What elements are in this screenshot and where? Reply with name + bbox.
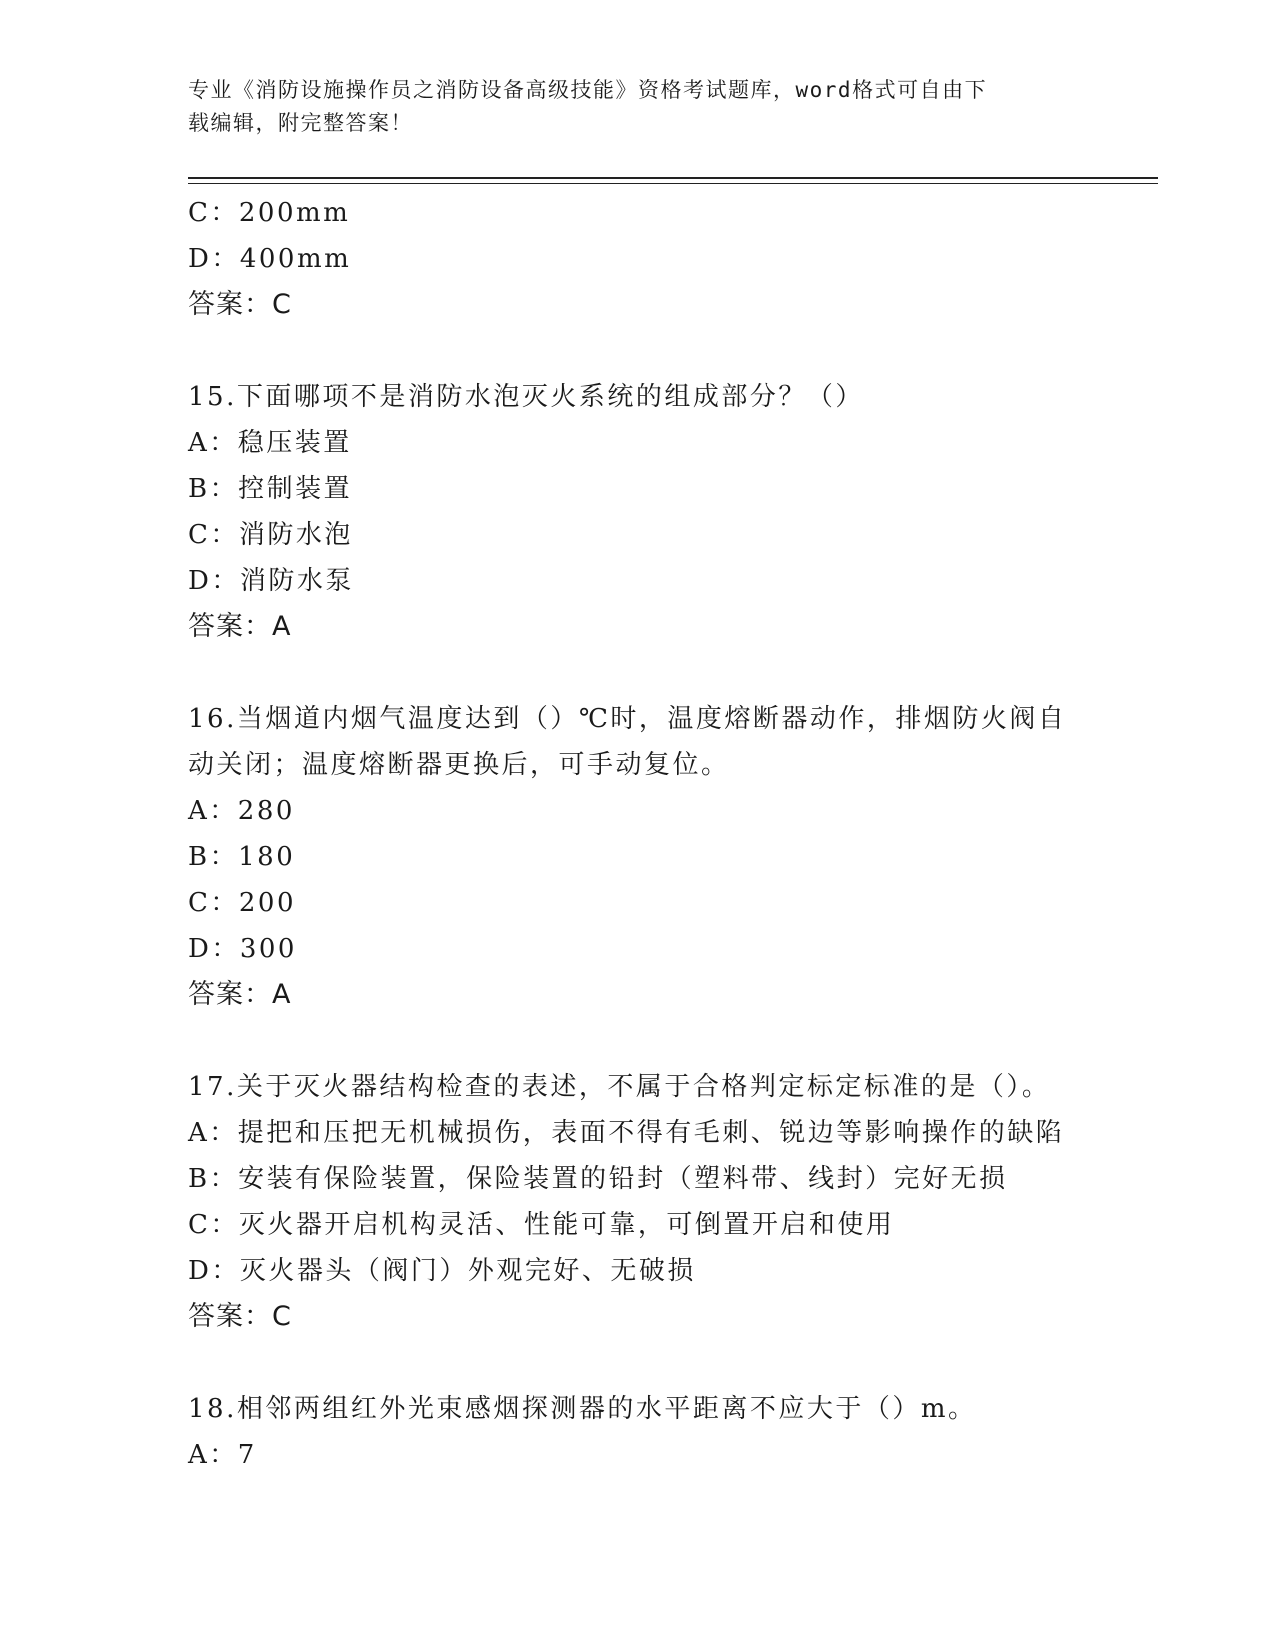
question-stem: 18.相邻两组红外光束感烟探测器的水平距离不应大于（）m。	[188, 1394, 977, 1424]
option-c: C：消防水泡	[188, 520, 353, 550]
answer-line: 答案：A	[188, 611, 292, 642]
question-15	[188, 374, 1168, 650]
option-d: D：灭火器头（阀门）外观完好、无破损	[188, 1256, 696, 1286]
question-stem: 17.关于灭火器结构检查的表述，不属于合格判定标定标准的是（）。	[188, 1072, 1051, 1102]
document-header	[188, 74, 1088, 140]
header-divider-thin	[188, 183, 1158, 184]
option-c: C：灭火器开启机构灵活、性能可靠，可倒置开启和使用	[188, 1210, 895, 1240]
question-16	[188, 696, 1168, 1018]
option-d: D：400mm	[188, 244, 352, 274]
option-b: B：180	[188, 842, 296, 872]
answer-line: 答案：A	[188, 979, 292, 1010]
option-b: B：安装有保险装置，保险装置的铅封（塑料带、线封）完好无损	[188, 1164, 1008, 1194]
option-d: D：消防水泵	[188, 566, 354, 596]
question-17	[188, 1064, 1168, 1340]
question-stem-line-1: 16.当烟道内烟气温度达到（）℃时，温度熔断器动作，排烟防火阀自	[188, 704, 1067, 734]
option-c: C：200mm	[188, 198, 351, 228]
option-a: A：稳压装置	[188, 428, 352, 458]
answer-line: 答案：C	[188, 289, 292, 320]
header-divider-thick	[188, 177, 1158, 179]
answer-line: 答案：C	[188, 1301, 292, 1332]
option-d: D：300	[188, 934, 297, 964]
question-content	[188, 190, 1168, 1478]
question-stem-line-2: 动关闭；温度熔断器更换后，可手动复位。	[188, 750, 730, 780]
header-line-1: 专业《消防设施操作员之消防设备高级技能》资格考试题库，word格式可自由下	[188, 78, 988, 102]
option-a: A：提把和压把无机械损伤，表面不得有毛刺、锐边等影响操作的缺陷	[188, 1118, 1065, 1148]
question-18	[188, 1386, 1168, 1478]
option-a: A：280	[188, 796, 295, 826]
question-stem: 15.下面哪项不是消防水泡灭火系统的组成部分？（）	[188, 382, 864, 412]
continued-question	[188, 190, 1168, 328]
option-a: A：7	[188, 1440, 257, 1470]
header-line-2: 载编辑，附完整答案！	[188, 111, 413, 135]
option-b: B：控制装置	[188, 474, 353, 504]
option-c: C：200	[188, 888, 297, 918]
